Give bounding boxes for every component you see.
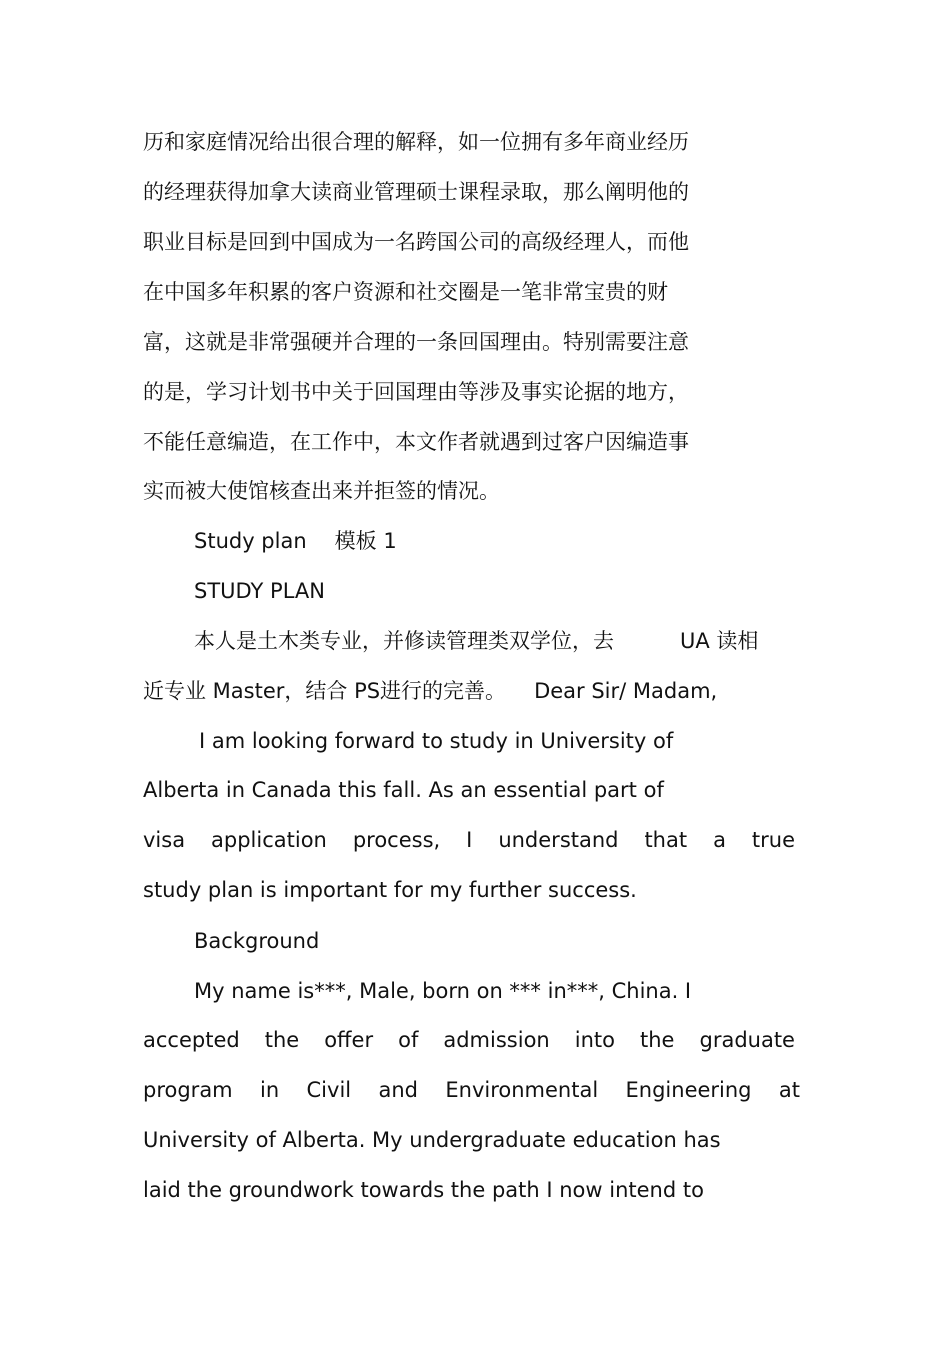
text-line: laid the groundwork towards the path I now intend to	[143, 1178, 704, 1202]
intro-text: 近专业 Master，结合 PS进行的完善。	[143, 679, 507, 703]
template-label: Study plan	[194, 529, 307, 553]
template-title	[194, 526, 397, 556]
word: accepted	[143, 1028, 240, 1052]
intro-text: 本人是土木类专业，并修读管理类双学位，去	[194, 629, 614, 653]
section-heading: STUDY PLAN	[194, 579, 325, 603]
word: true	[751, 828, 795, 852]
text-line: 的经理获得加拿大读商业管理硕士课程录取，那么阐明他的	[143, 180, 689, 204]
intro-text: UA 读相	[680, 629, 759, 653]
text-line: 实而被大使馆核查出来并拒签的情况。	[143, 479, 500, 503]
word: and	[378, 1078, 418, 1102]
word: offer	[324, 1028, 374, 1052]
text-line: University of Alberta. My undergraduate education has	[143, 1128, 721, 1152]
intro-line	[143, 676, 717, 706]
word: of	[398, 1028, 419, 1052]
word: a	[713, 828, 726, 852]
word: Civil	[306, 1078, 352, 1102]
text-line: 富，这就是非常强硬并合理的一条回国理由。特别需要注意	[143, 330, 689, 354]
word: the	[640, 1028, 675, 1052]
text-line: 在中国多年积累的客户资源和社交圈是一笔非常宝贵的财	[143, 280, 668, 304]
word: program	[143, 1078, 233, 1102]
justified-line	[143, 825, 795, 855]
text-line: 不能任意编造，在工作中，本文作者就遇到过客户因编造事	[143, 430, 689, 454]
word: into	[574, 1028, 615, 1052]
word: understand	[498, 828, 619, 852]
intro-line	[194, 626, 758, 656]
word: admission	[443, 1028, 550, 1052]
text-line: My name is***, Male, born on *** in***, China. I	[194, 979, 692, 1003]
word: the	[264, 1028, 300, 1052]
text-line: study plan is important for my further success.	[143, 878, 637, 902]
section-title-background: Background	[194, 929, 320, 953]
text-line: 历和家庭情况给出很合理的解释，如一位拥有多年商业经历	[143, 130, 689, 154]
word: visa	[143, 828, 186, 852]
word: process,	[352, 828, 441, 852]
text-line: 职业目标是回到中国成为一名跨国公司的高级经理人，而他	[143, 230, 689, 254]
word: Engineering	[625, 1078, 752, 1102]
text-line: 的是，学习计划书中关于回国理由等涉及事实论据的地方，	[143, 380, 689, 404]
word: I	[466, 828, 473, 852]
word: application	[211, 828, 327, 852]
template-name: 模板 1	[334, 529, 397, 553]
word: that	[644, 828, 688, 852]
justified-line	[143, 1075, 800, 1105]
word: in	[260, 1078, 280, 1102]
word: graduate	[699, 1028, 795, 1052]
text-line: Alberta in Canada this fall. As an essential part of	[143, 778, 664, 802]
word: at	[778, 1078, 800, 1102]
salutation: Dear Sir/ Madam,	[534, 679, 718, 703]
text-line: I am looking forward to study in University of	[199, 729, 674, 753]
justified-line	[143, 1025, 795, 1055]
word: Environmental	[445, 1078, 599, 1102]
